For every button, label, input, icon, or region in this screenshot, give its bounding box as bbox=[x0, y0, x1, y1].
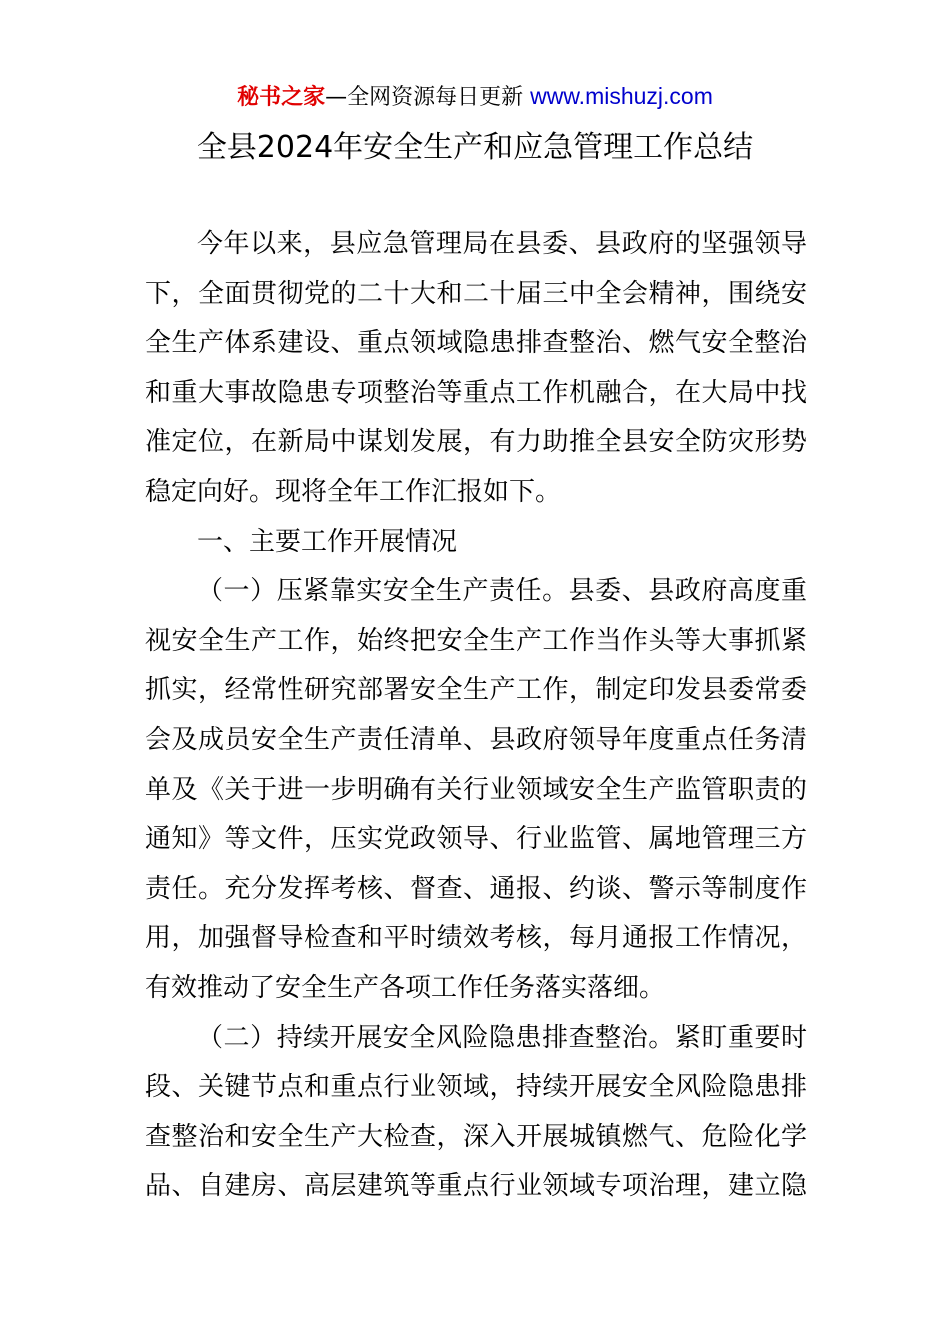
paragraph-line: 全生产体系建设、重点领域隐患排查整治、燃气安全整治 bbox=[145, 328, 807, 359]
site-header bbox=[0, 78, 950, 114]
paragraph-line: 今年以来，县应急管理局在县委、县政府的坚强领导 bbox=[197, 229, 807, 259]
paragraph-line: 查整治和安全生产大检查，深入开展城镇燃气、危险化学 bbox=[145, 1121, 807, 1152]
paragraph-line: 用，加强督导检查和平时绩效考核，每月通报工作情况， bbox=[145, 923, 807, 954]
paragraph-line: 下，全面贯彻党的二十大和二十届三中全会精神，围绕安 bbox=[145, 278, 807, 309]
paragraph-line: 单及《关于进一步明确有关行业领域安全生产监管职责的 bbox=[145, 774, 807, 805]
paragraph-line: 抓实，经常性研究部署安全生产工作，制定印发县委常委 bbox=[145, 675, 807, 706]
paragraph-line: 通知》等文件，压实党政领导、行业监管、属地管理三方 bbox=[145, 824, 807, 855]
paragraph-line: 视安全生产工作，始终把安全生产工作当作头等大事抓紧 bbox=[145, 625, 807, 656]
document-body bbox=[145, 220, 807, 1212]
paragraph-line: （二）持续开展安全风险隐患排查整治。紧盯重要时 bbox=[197, 1022, 807, 1053]
paragraph-line: 有效推动了安全生产各项工作任务落实落细。 bbox=[145, 972, 666, 1003]
paragraph-line: 段、关键节点和重点行业领域，持续开展安全风险隐患排 bbox=[145, 1072, 807, 1103]
header-tagline: —全网资源每日更新 bbox=[325, 85, 531, 110]
paragraph-line: 责任。充分发挥考核、督查、通报、约谈、警示等制度作 bbox=[145, 873, 807, 904]
brand-name: 秘书之家 bbox=[237, 85, 326, 110]
paragraph-line: 品、自建房、高层建筑等重点行业领域专项治理，建立隐 bbox=[145, 1171, 807, 1202]
paragraph-line: 会及成员安全生产责任清单、县政府领导年度重点任务清 bbox=[145, 724, 807, 755]
section-heading: 一、主要工作开展情况 bbox=[197, 526, 458, 557]
paragraph-line: 准定位，在新局中谋划发展，有力助推全县安全防灾形势 bbox=[145, 427, 807, 458]
paragraph-line: （一）压紧靠实安全生产责任。县委、县政府高度重 bbox=[197, 576, 807, 607]
site-url-link[interactable]: www.mishuzj.com bbox=[530, 83, 713, 109]
document-title: 全县2024年安全生产和应急管理工作总结 bbox=[196, 130, 754, 165]
paragraph-line: 稳定向好。现将全年工作汇报如下。 bbox=[145, 476, 562, 507]
paragraph-line: 和重大事故隐患专项整治等重点工作机融合，在大局中找 bbox=[145, 377, 807, 408]
